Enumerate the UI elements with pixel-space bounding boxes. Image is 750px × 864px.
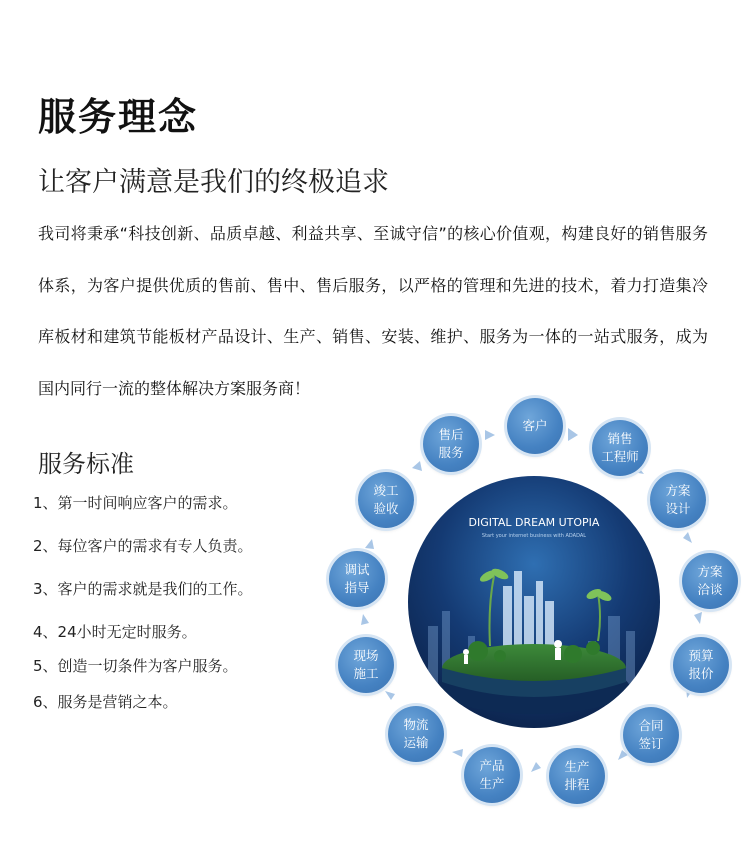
cycle-step-after-sales-service: 售后 服务 bbox=[423, 416, 479, 472]
standard-item: 2、每位客户的需求有专人负责。 bbox=[33, 537, 253, 555]
standards-title: 服务标准 bbox=[38, 450, 134, 478]
cycle-step-product-production: 产品 生产 bbox=[464, 747, 520, 803]
cycle-arrow-icon bbox=[618, 750, 628, 760]
standard-item: 5、创造一切条件为客户服务。 bbox=[33, 657, 238, 675]
standard-item: 1、第一时间响应客户的需求。 bbox=[33, 494, 238, 512]
cycle-arrow-icon bbox=[683, 532, 692, 543]
standard-item: 4、24小时无定时服务。 bbox=[33, 623, 197, 641]
cycle-step-solution-design: 方案 设计 bbox=[650, 472, 706, 528]
cycle-step-logistics: 物流 运输 bbox=[388, 706, 444, 762]
cycle-step-onsite-construction: 现场 施工 bbox=[338, 637, 394, 693]
hub-tagline: Start your internet business with ADADAL bbox=[481, 533, 587, 539]
standard-item: 6、服务是营销之本。 bbox=[33, 693, 178, 711]
cycle-arrow-icon bbox=[361, 614, 369, 625]
cycle-step-production-scheduling: 生产 排程 bbox=[549, 748, 605, 804]
cycle-arrow-icon bbox=[485, 430, 495, 440]
standard-item: 3、客户的需求就是我们的工作。 bbox=[33, 580, 253, 598]
cycle-step-completion-acceptance: 竣工 验收 bbox=[358, 472, 414, 528]
cycle-step-commissioning-guidance: 调试 指导 bbox=[329, 551, 385, 607]
cycle-step-customer: 客户 bbox=[507, 398, 563, 454]
cycle-arrow-icon bbox=[385, 691, 395, 700]
cycle-step-budget-quote: 预算 报价 bbox=[673, 637, 729, 693]
cycle-arrow-icon bbox=[365, 539, 374, 549]
hub-headline: DIGITAL DREAM UTOPIA bbox=[468, 516, 600, 529]
cycle-arrow-icon bbox=[412, 461, 422, 471]
intro-paragraph: 我司将秉承“科技创新、品质卓越、利益共享、至诚守信”的核心价值观，构建良好的销售服务体系，为客户提供优质的售前、售中、售后服务，以严格的管理和先进的技术，着力打造集冷库板材和建筑节能板材产品设计、生产、销售、安装、维护、服务为一体的一站式服务，成为国内同行一流的整体解决方案服务商！ bbox=[38, 224, 708, 398]
page-title: 服务理念 bbox=[38, 95, 199, 139]
cycle-step-solution-negotiation: 方案 洽谈 bbox=[682, 553, 738, 609]
page-subtitle: 让客户满意是我们的终极追求 bbox=[38, 167, 389, 198]
cycle-arrow-icon bbox=[452, 749, 463, 757]
cycle-step-sales-engineer: 销售 工程师 bbox=[592, 420, 648, 476]
cycle-step-contract-signing: 合同 签订 bbox=[623, 707, 679, 763]
cycle-arrow-icon bbox=[694, 612, 702, 624]
cycle-arrow-icon bbox=[568, 428, 578, 441]
cycle-arrow-icon bbox=[531, 762, 541, 772]
